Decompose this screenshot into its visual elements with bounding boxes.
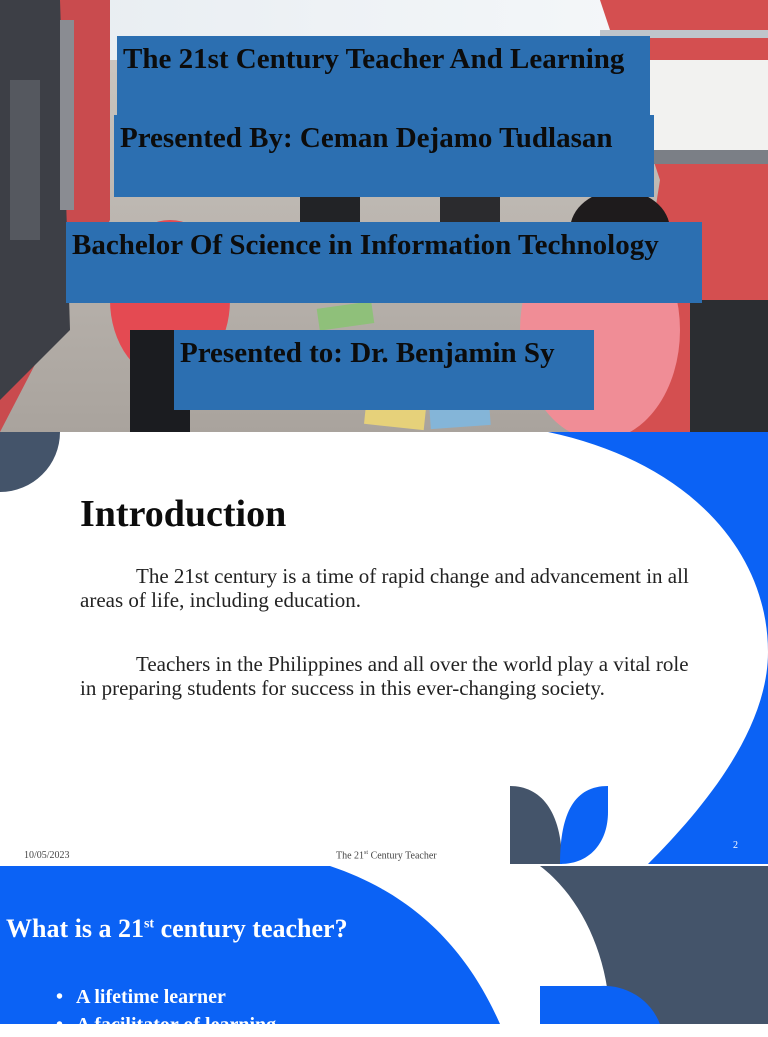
definition-heading-prefix: What is a 21: [6, 914, 144, 943]
presented-to-box: [174, 330, 594, 410]
bullet-dot-icon: •: [56, 986, 64, 1008]
bullet-text: A facilitator of learning: [76, 1014, 277, 1036]
title-slide: [0, 0, 768, 432]
intro-paragraph-2: Teachers in the Philippines and all over the world play a vital role in preparing students for success in this ever-changing society.: [80, 652, 689, 700]
footer-date: 10/05/2023: [24, 850, 70, 861]
definition-heading-sup: st: [143, 916, 155, 932]
program-text: Bachelor Of Science in Information Technology: [72, 229, 659, 261]
presenter-box: [114, 115, 654, 197]
program-box: [66, 222, 702, 303]
page-number: 2: [733, 840, 738, 851]
definition-heading: [6, 914, 348, 944]
definition-heading-suffix: century teacher?: [154, 914, 348, 943]
footer-title-suffix: Century Teacher: [368, 850, 437, 862]
footer-title-prefix: The 21: [336, 850, 365, 862]
presenter-text: Presented By: Ceman Dejamo Tudlasan: [120, 122, 613, 154]
introduction-slide: [0, 432, 768, 864]
bullet-item: [56, 986, 226, 1009]
intro-paragraph-1: The 21st century is a time of rapid change and advancement in all areas of life, including education.: [80, 564, 689, 612]
footer-title-sup: st: [364, 850, 369, 856]
footer-title: [336, 850, 437, 861]
definition-slide: [0, 866, 768, 1036]
bullet-dot-icon: •: [56, 1014, 64, 1036]
presented-to-text: Presented to: Dr. Benjamin Sy: [180, 337, 555, 369]
bullet-text: A lifetime learner: [76, 986, 226, 1008]
bullet-item: [56, 1014, 276, 1037]
intro-heading: Introduction: [80, 493, 287, 535]
presentation-title: [117, 36, 650, 116]
presentation-title-text: The 21st Century Teacher And Learning: [123, 43, 625, 75]
